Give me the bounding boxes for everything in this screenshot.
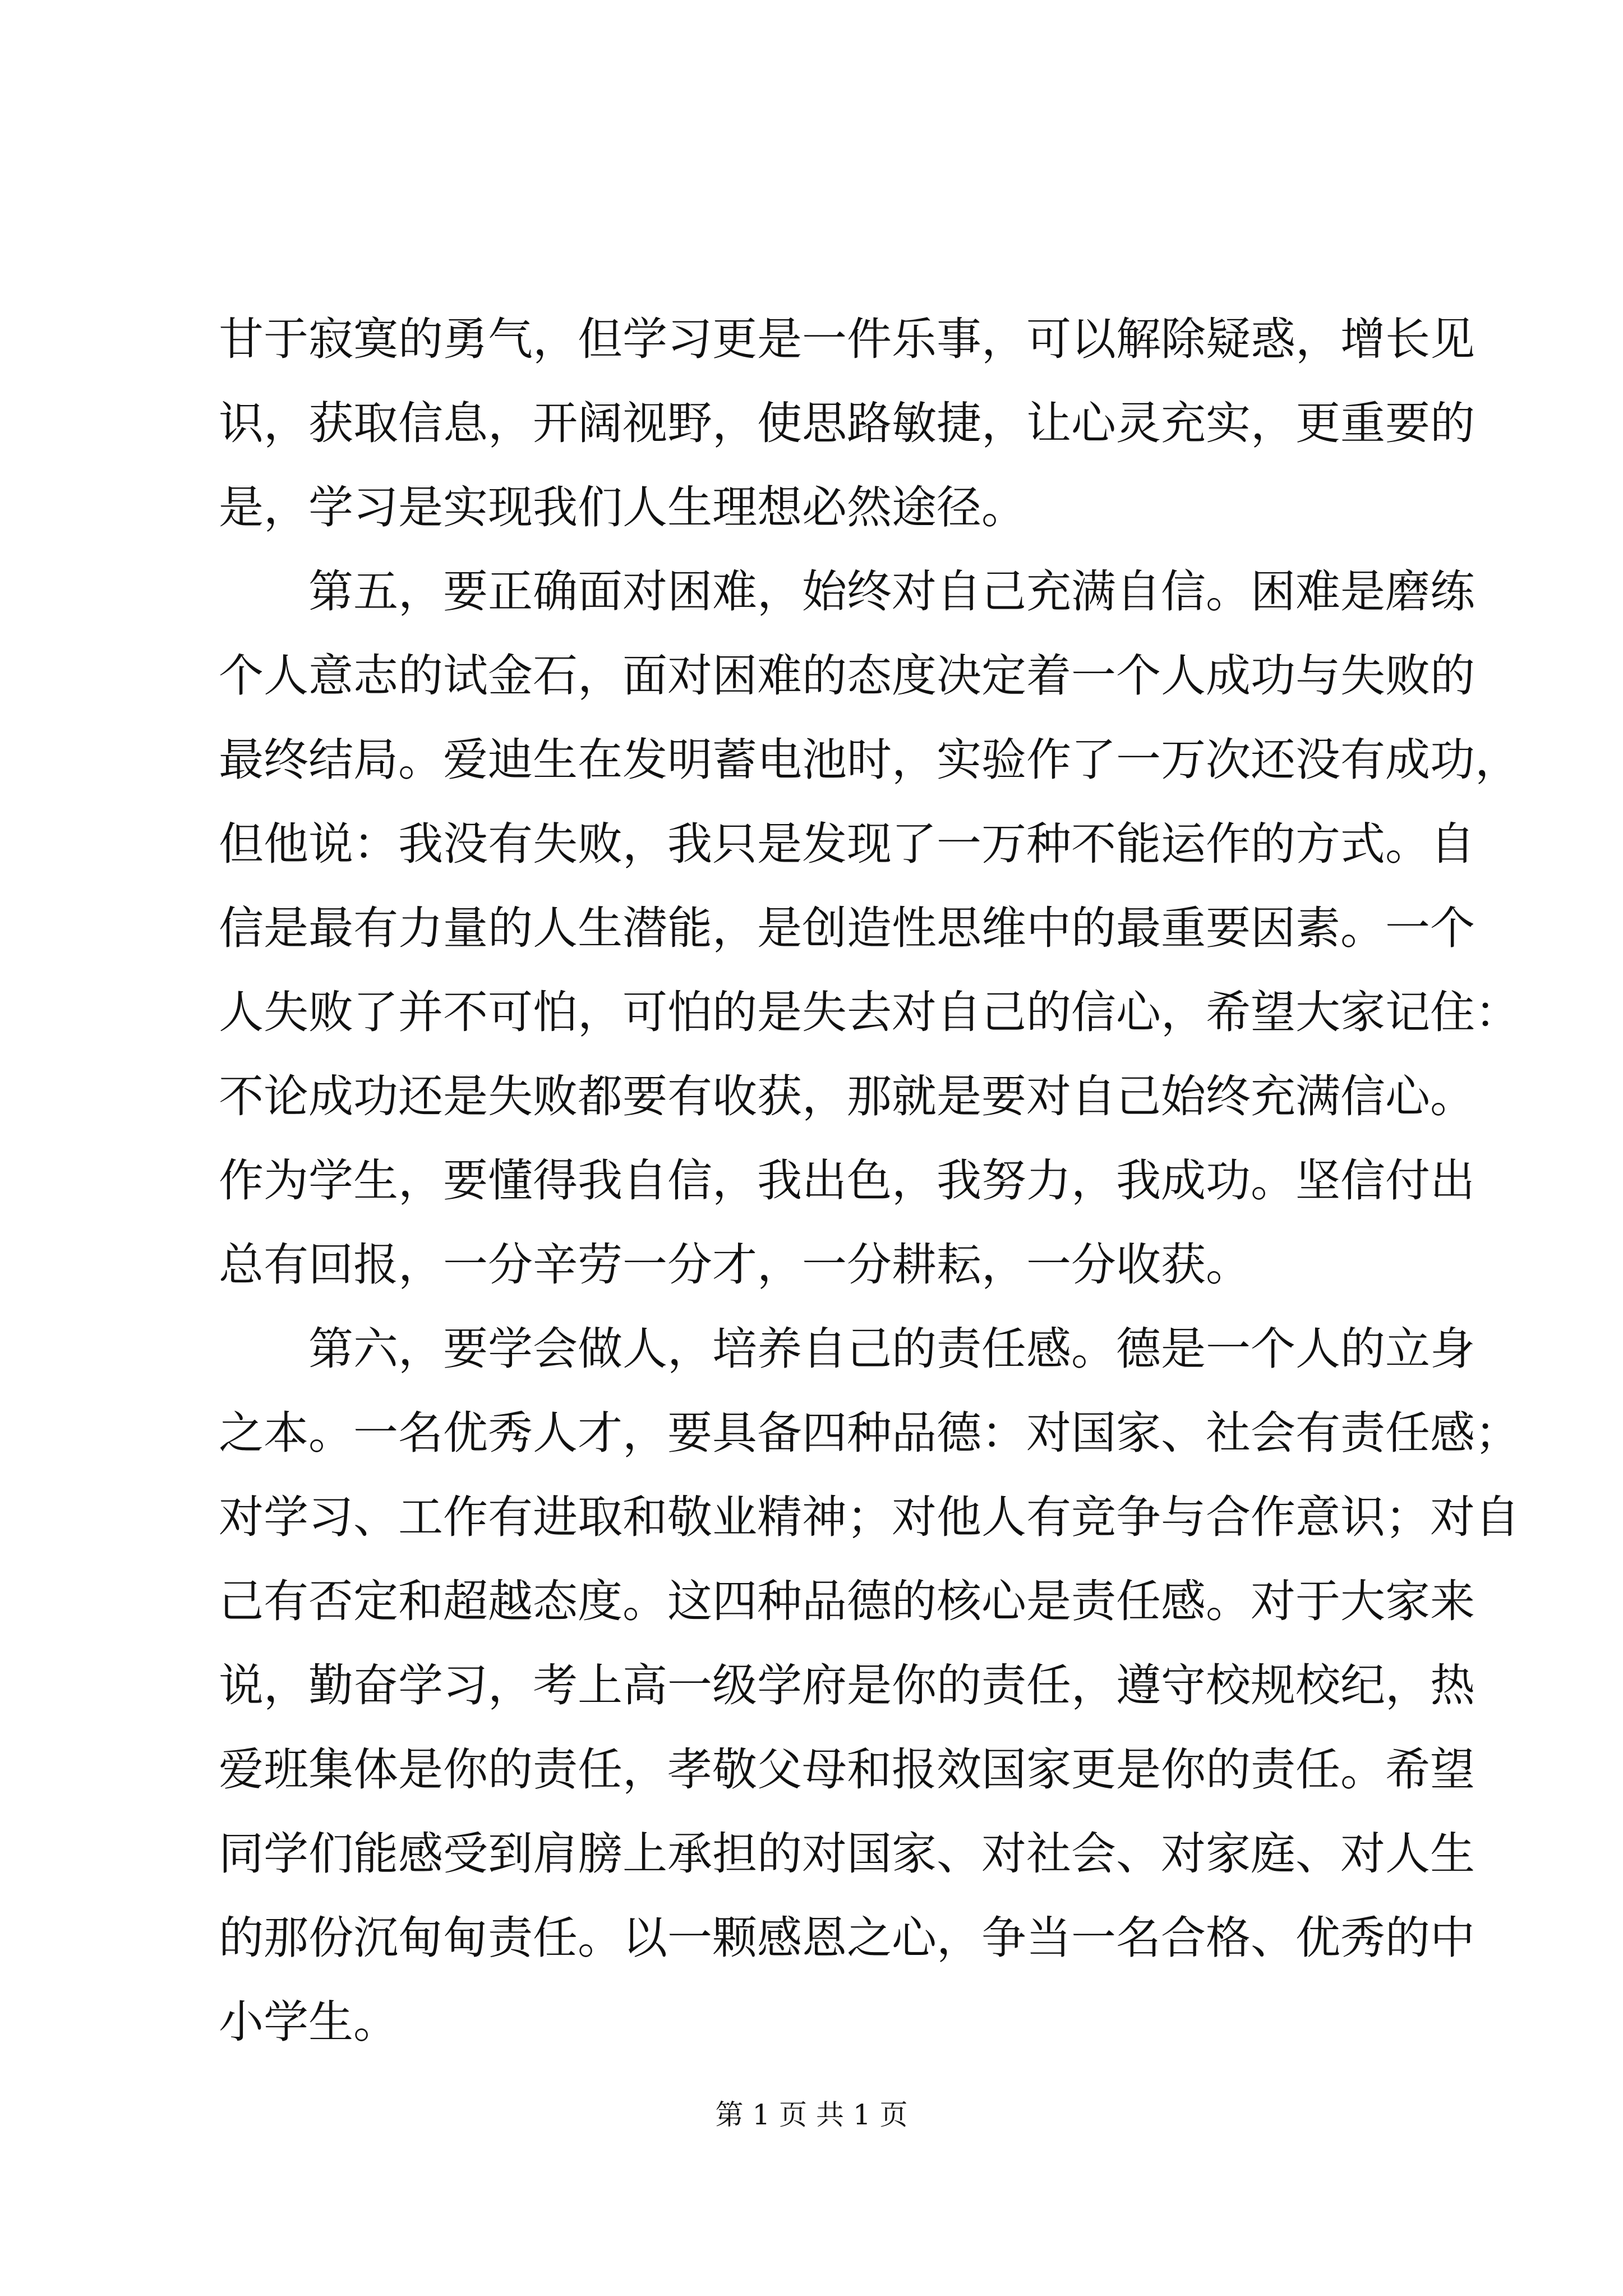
text-line: 说，勤奋学习，考上高一级学府是你的责任，遵守校规校纪，热 [219, 1659, 1475, 1711]
text-line: 作为学生，要懂得我自信，我出色，我努力，我成功。坚信付出 [219, 1154, 1475, 1207]
text-line: 爱班集体是你的责任，孝敬父母和报效国家更是你的责任。希望 [219, 1743, 1475, 1796]
text-line: 信是最有力量的人生潜能，是创造性思维中的最重要因素。一个 [219, 902, 1475, 954]
text-line: 甘于寂寞的勇气，但学习更是一件乐事，可以解除疑惑，增长见 [219, 313, 1475, 365]
text-line: 对学习、工作有进取和敬业精神；对他人有竞争与合作意识；对自 [219, 1491, 1520, 1543]
text-line: 最终结局。爱迪生在发明蓄电池时，实验作了一万次还没有成功， [219, 734, 1520, 786]
text-line: 不论成功还是失败都要有收获，那就是要对自己始终充满信心。 [219, 1070, 1475, 1122]
text-line: 识，获取信息，开阔视野，使思路敏捷，让心灵充实，更重要的 [219, 397, 1475, 449]
text-line: 己有否定和超越态度。这四种品德的核心是责任感。对于大家来 [219, 1575, 1475, 1627]
page-footer: 第 1 页 共 1 页 [715, 2099, 908, 2131]
text-line: 同学们能感受到肩膀上承担的对国家、对社会、对家庭、对人生 [219, 1828, 1475, 1880]
text-line: 的那份沉甸甸责任。以一颗感恩之心，争当一名合格、优秀的中 [219, 1912, 1475, 1964]
document-body [219, 297, 1520, 2064]
text-line: 个人意志的试金石，面对困难的态度决定着一个人成功与失败的 [219, 650, 1475, 702]
text-line: 小学生。 [219, 1996, 398, 2048]
paragraph-6-first-line: 第六，要学会做人，培养自己的责任感。德是一个人的立身 [308, 1323, 1475, 1375]
text-line: 总有回报，一分辛劳一分才，一分耕耘，一分收获。 [219, 1239, 1251, 1291]
text-line: 但他说：我没有失败，我只是发现了一万种不能运作的方式。自 [219, 818, 1475, 870]
text-line: 人失败了并不可怕，可怕的是失去对自己的信心，希望大家记住： [219, 986, 1520, 1038]
text-line: 之本。一名优秀人才，要具备四种品德：对国家、社会有责任感； [219, 1407, 1520, 1459]
text-line: 是，学习是实现我们人生理想必然途径。 [219, 481, 1026, 533]
paragraph-5-first-line: 第五，要正确面对困难，始终对自己充满自信。困难是磨练 [308, 565, 1475, 618]
